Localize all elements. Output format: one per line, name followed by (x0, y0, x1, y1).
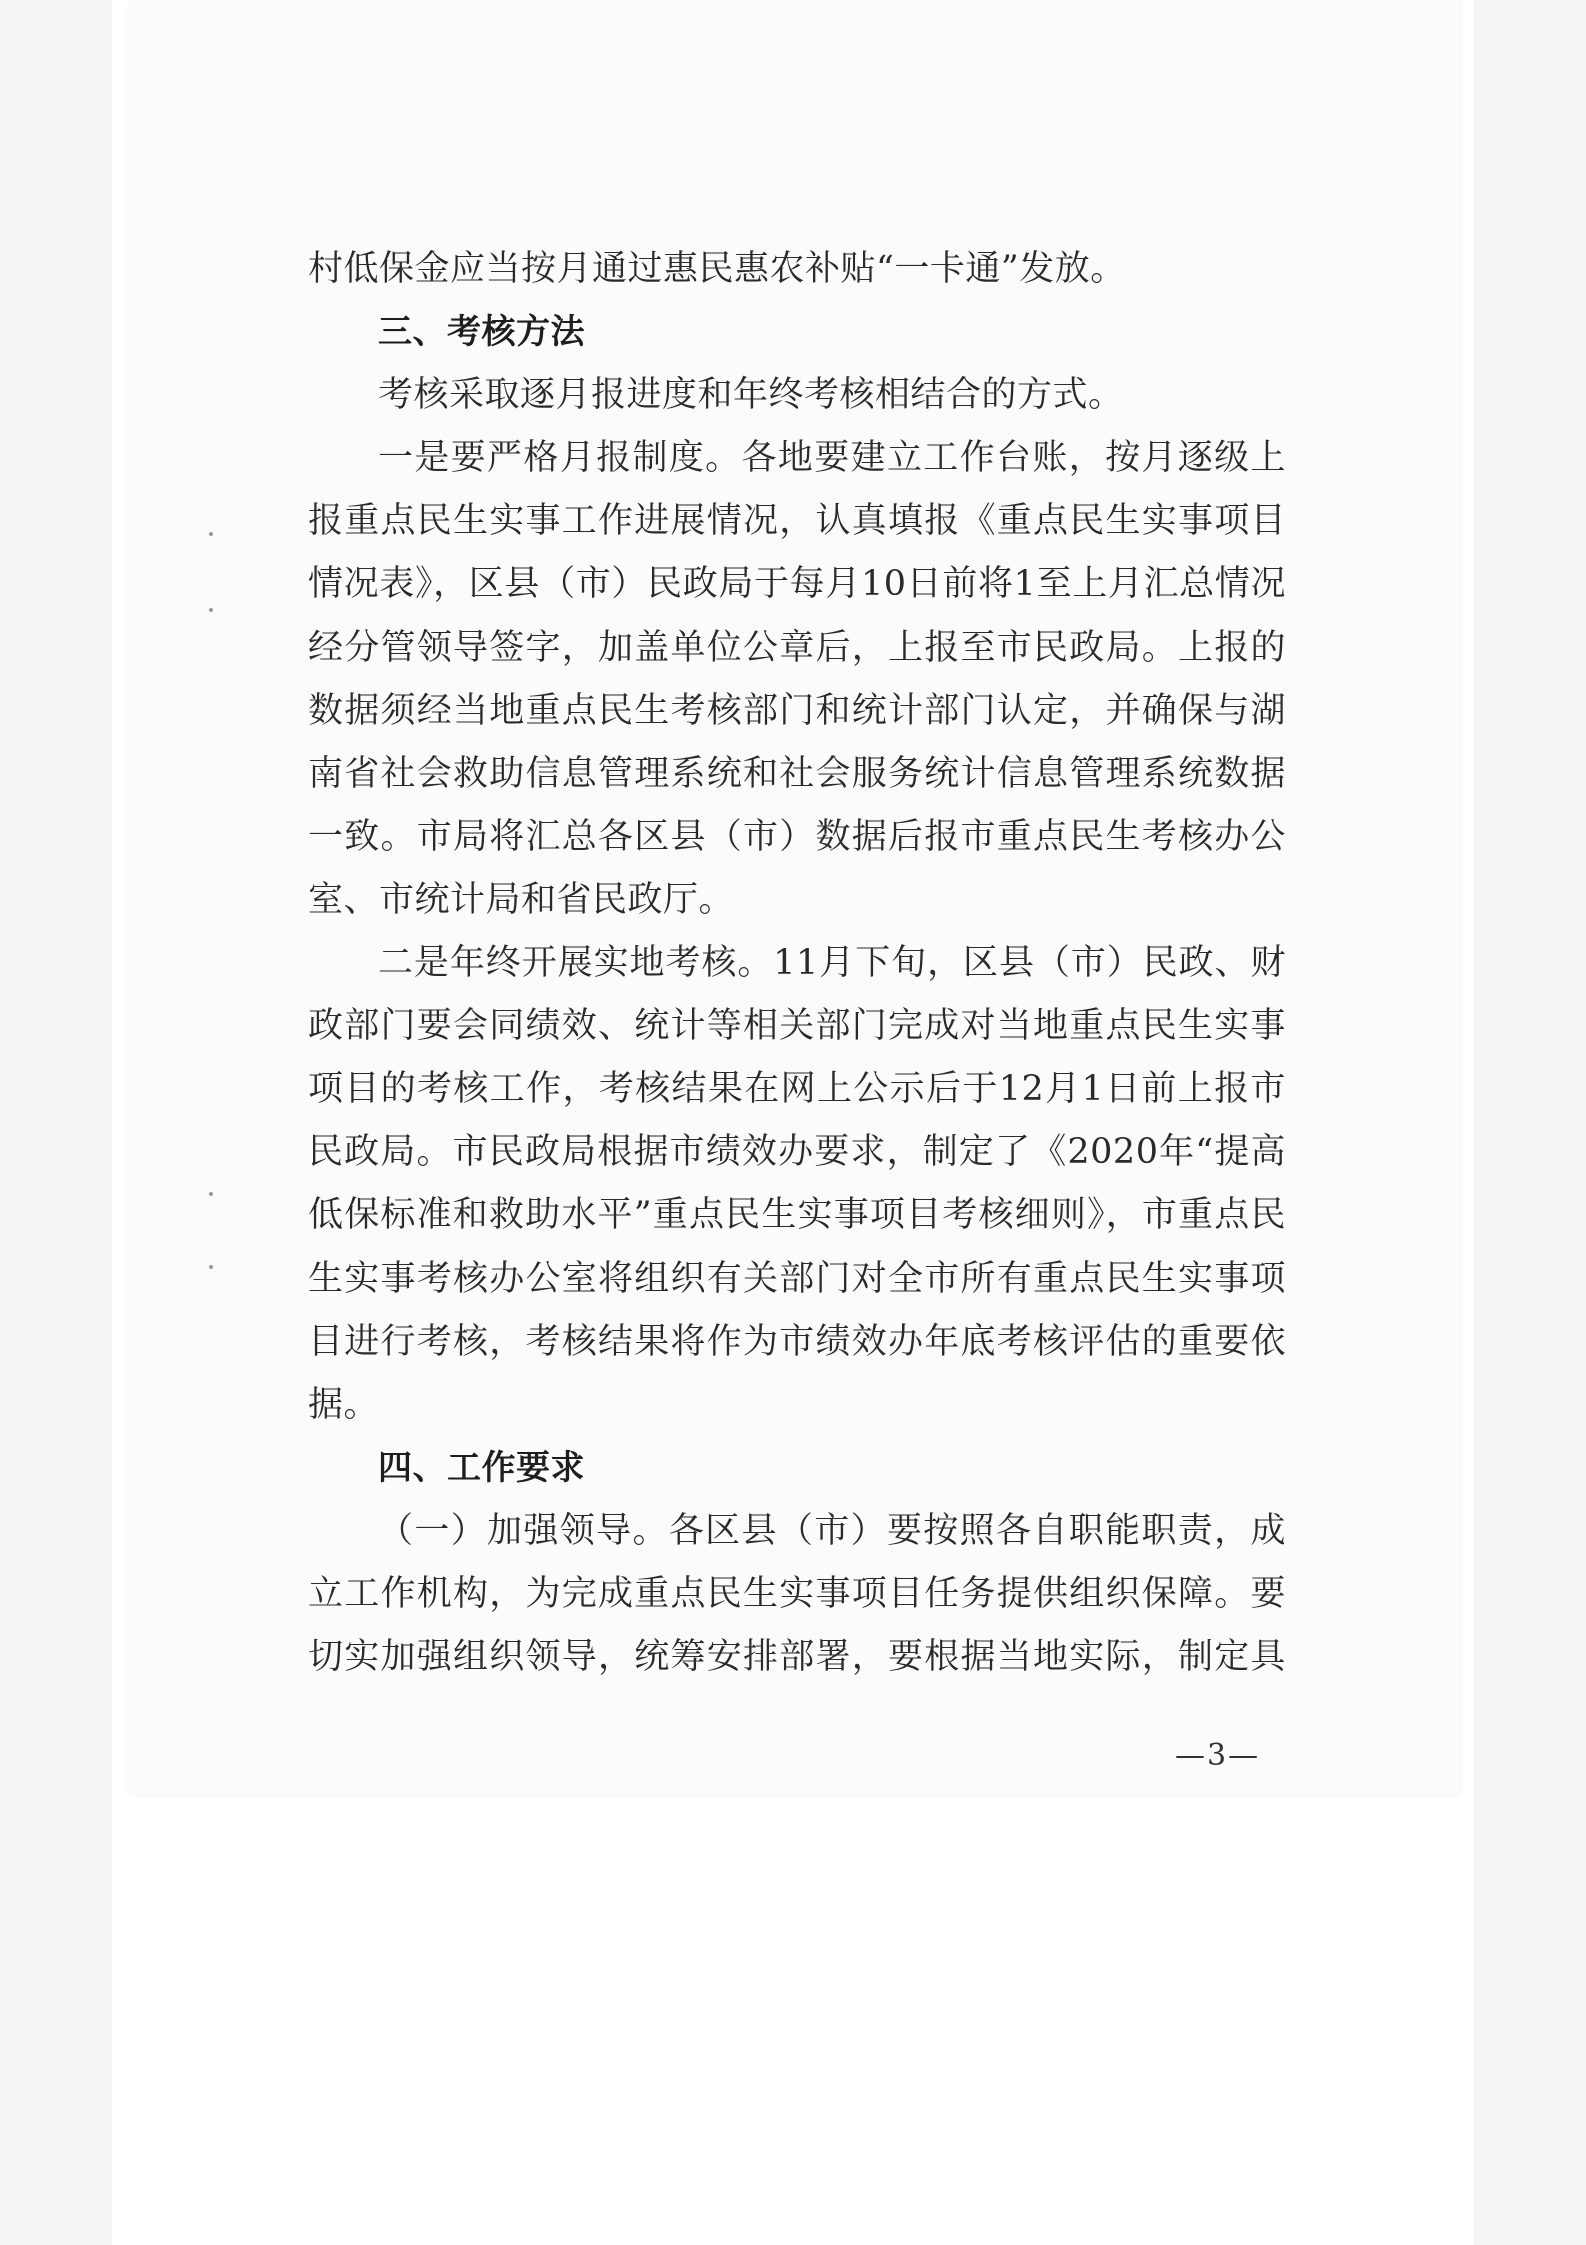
scan-speck (209, 608, 213, 612)
scan-speck (209, 1265, 213, 1269)
document-body (308, 238, 1286, 1689)
paragraph-year-end-assessment: 二是年终开展实地考核。11月下旬，区县（市）民政、财政部门要会同绩效、统计等相关部门完成对当地重点民生实事项目的考核工作，考核结果在网上公示后于12月1日前上报市民政局。市民政局根据市绩效办要求，制定了《2020年“提高低保标准和救助水平”重点民生实事项目考核细则》，市重点民生实事考核办公室将组织有关部门对全市所有重点民生实事项目进行考核，考核结果将作为市绩效办年底考核评估的重要依据。 (308, 943, 1286, 1425)
page-number: —3— (1175, 1738, 1261, 1773)
scan-speck (209, 1192, 213, 1196)
scan-speck (209, 532, 213, 536)
paragraph-monthly-report: 一是要严格月报制度。各地要建立工作台账，按月逐级上报重点民生实事工作进展情况，认真填报《重点民生实事项目情况表》，区县（市）民政局于每月10日前将1至上月汇总情况经分管领导签字，加盖单位公章后，上报至市民政局。上报的数据须经当地重点民生考核部门和统计部门认定，并确保与湖南省社会救助信息管理系统和社会服务统计信息管理系统数据一致。市局将汇总各区县（市）数据后报市重点民生考核办公室、市统计局和省民政厅。 (308, 438, 1286, 920)
section-heading-assessment-method: 三、考核方法 (378, 312, 585, 353)
section-heading-work-requirements: 四、工作要求 (378, 1447, 585, 1488)
paragraph-assessment-intro: 考核采取逐月报进度和年终考核相结合的方式。 (378, 375, 1124, 416)
paragraph-strengthen-leadership: （一）加强领导。各区县（市）要按照各自职能职责，成立工作机构，为完成重点民生实事项目任务提供组织保障。要切实加强组织领导，统筹安排部署，要根据当地实际，制定具 (308, 1510, 1286, 1678)
paragraph-continuation: 村低保金应当按月通过惠民惠农补贴“一卡通”发放。 (308, 249, 1126, 289)
